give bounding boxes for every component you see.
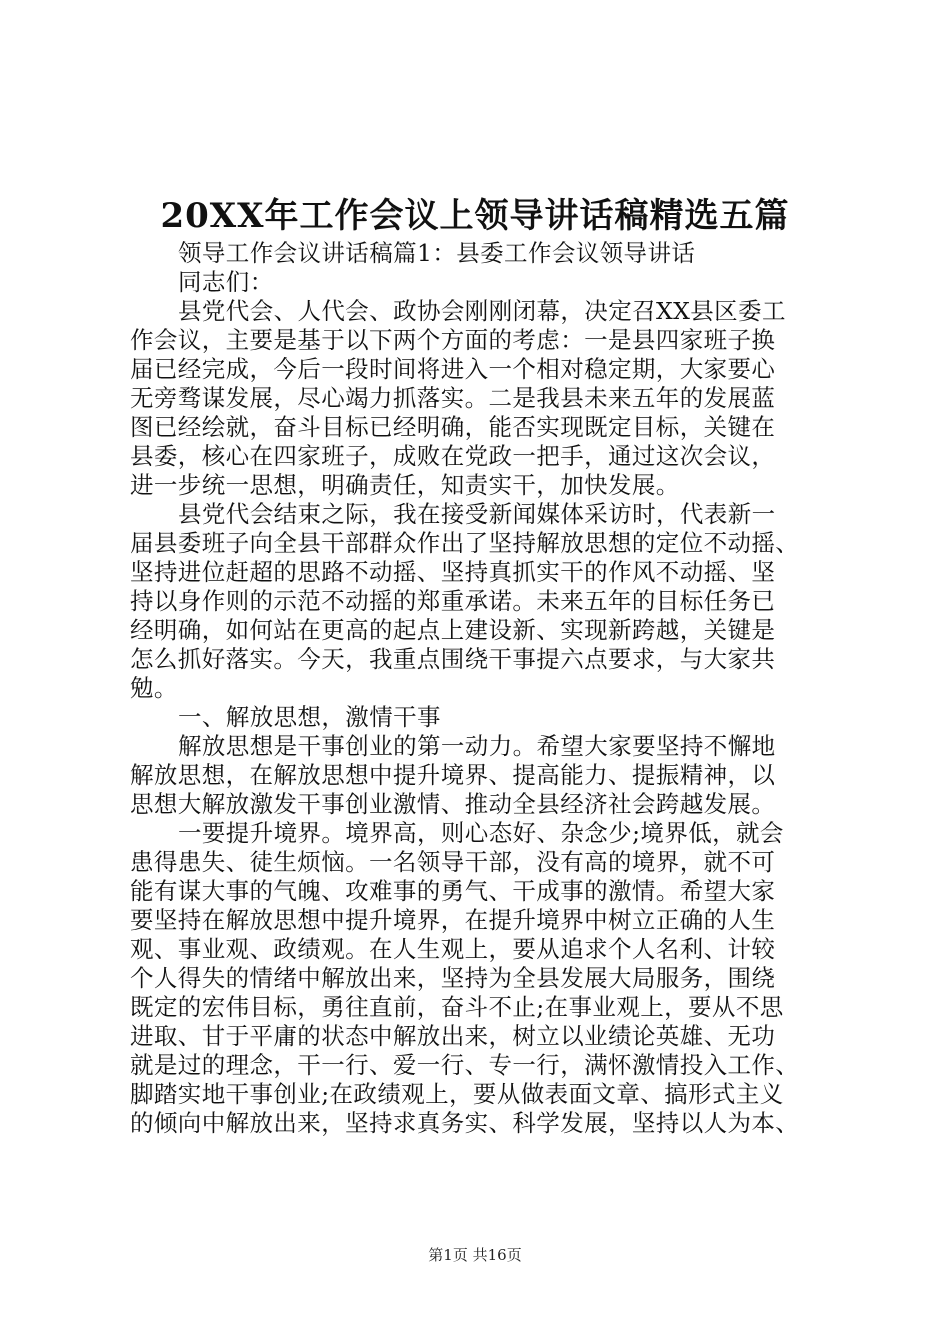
paragraph-line: 作会议，主要是基于以下两个方面的考虑：一是县四家班子换	[130, 326, 776, 354]
paragraph-line: 的倾向中解放出来，坚持求真务实、科学发展，坚持以人为本、	[130, 1109, 800, 1137]
page-number-footer: 第1页 共16页	[428, 1246, 522, 1264]
subtitle-line: 领导工作会议讲话稿篇1：县委工作会议领导讲话	[178, 239, 696, 267]
paragraph-line: 届县委班子向全县干部群众作出了坚持解放思想的定位不动摇、	[130, 529, 800, 557]
paragraph-line: 县党代会结束之际，我在接受新闻媒体采访时，代表新一	[178, 500, 776, 528]
paragraph-line: 患得患失、徒生烦恼。一名领导干部，没有高的境界，就不可	[130, 848, 776, 876]
paragraph-line: 解放思想，在解放思想中提升境界、提高能力、提振精神，以	[130, 761, 776, 789]
salutation-line: 同志们：	[178, 268, 274, 296]
paragraph-line: 一要提升境界。境界高，则心态好、杂念少;境界低，就会	[178, 819, 784, 847]
paragraph-line: 个人得失的情绪中解放出来，坚持为全县发展大局服务，围绕	[130, 964, 776, 992]
paragraph-line: 持以身作则的示范不动摇的郑重承诺。未来五年的目标任务已	[130, 587, 776, 615]
paragraph-line: 进取、甘于平庸的状态中解放出来，树立以业绩论英雄、无功	[130, 1022, 776, 1050]
paragraph-line: 要坚持在解放思想中提升境界，在提升境界中树立正确的人生	[130, 906, 776, 934]
paragraph-line: 进一步统一思想，明确责任，知责实干，加快发展。	[130, 471, 680, 499]
paragraph-line: 解放思想是干事创业的第一动力。希望大家要坚持不懈地	[178, 732, 776, 760]
paragraph-line: 勉。	[130, 674, 178, 702]
paragraph-line: 经明确，如何站在更高的起点上建设新、实现新跨越，关键是	[130, 616, 776, 644]
paragraph-line: 思想大解放激发干事创业激情、推动全县经济社会跨越发展。	[130, 790, 776, 818]
paragraph-line: 脚踏实地干事创业;在政绩观上，要从做表面文章、搞形式主义	[130, 1080, 784, 1108]
paragraph-line: 无旁骛谋发展，尽心竭力抓落实。二是我县未来五年的发展蓝	[130, 384, 776, 412]
paragraph-line: 怎么抓好落实。今天，我重点围绕干事提六点要求，与大家共	[130, 645, 776, 673]
document-body	[130, 239, 850, 1138]
document-title: 20XX年工作会议上领导讲话稿精选五篇	[160, 196, 790, 236]
paragraph-line: 届已经完成，今后一段时间将进入一个相对稳定期，大家要心	[130, 355, 776, 383]
paragraph-line: 县委，核心在四家班子，成败在党政一把手，通过这次会议，	[130, 442, 776, 470]
paragraph-line: 既定的宏伟目标，勇往直前，奋斗不止;在事业观上，要从不思	[130, 993, 784, 1021]
paragraph-line: 就是过的理念，干一行、爱一行、专一行，满怀激情投入工作、	[130, 1051, 800, 1079]
paragraph-line: 观、事业观、政绩观。在人生观上，要从追求个人名利、计较	[130, 935, 776, 963]
paragraph-line: 县党代会、人代会、政协会刚刚闭幕，决定召XX县区委工	[178, 297, 786, 325]
section-heading: 一、解放思想，激情干事	[178, 703, 441, 731]
paragraph-line: 坚持进位赶超的思路不动摇、坚持真抓实干的作风不动摇、坚	[130, 558, 776, 586]
paragraph-line: 图已经绘就，奋斗目标已经明确，能否实现既定目标，关键在	[130, 413, 776, 441]
paragraph-line: 能有谋大事的气魄、攻难事的勇气、干成事的激情。希望大家	[130, 877, 776, 905]
